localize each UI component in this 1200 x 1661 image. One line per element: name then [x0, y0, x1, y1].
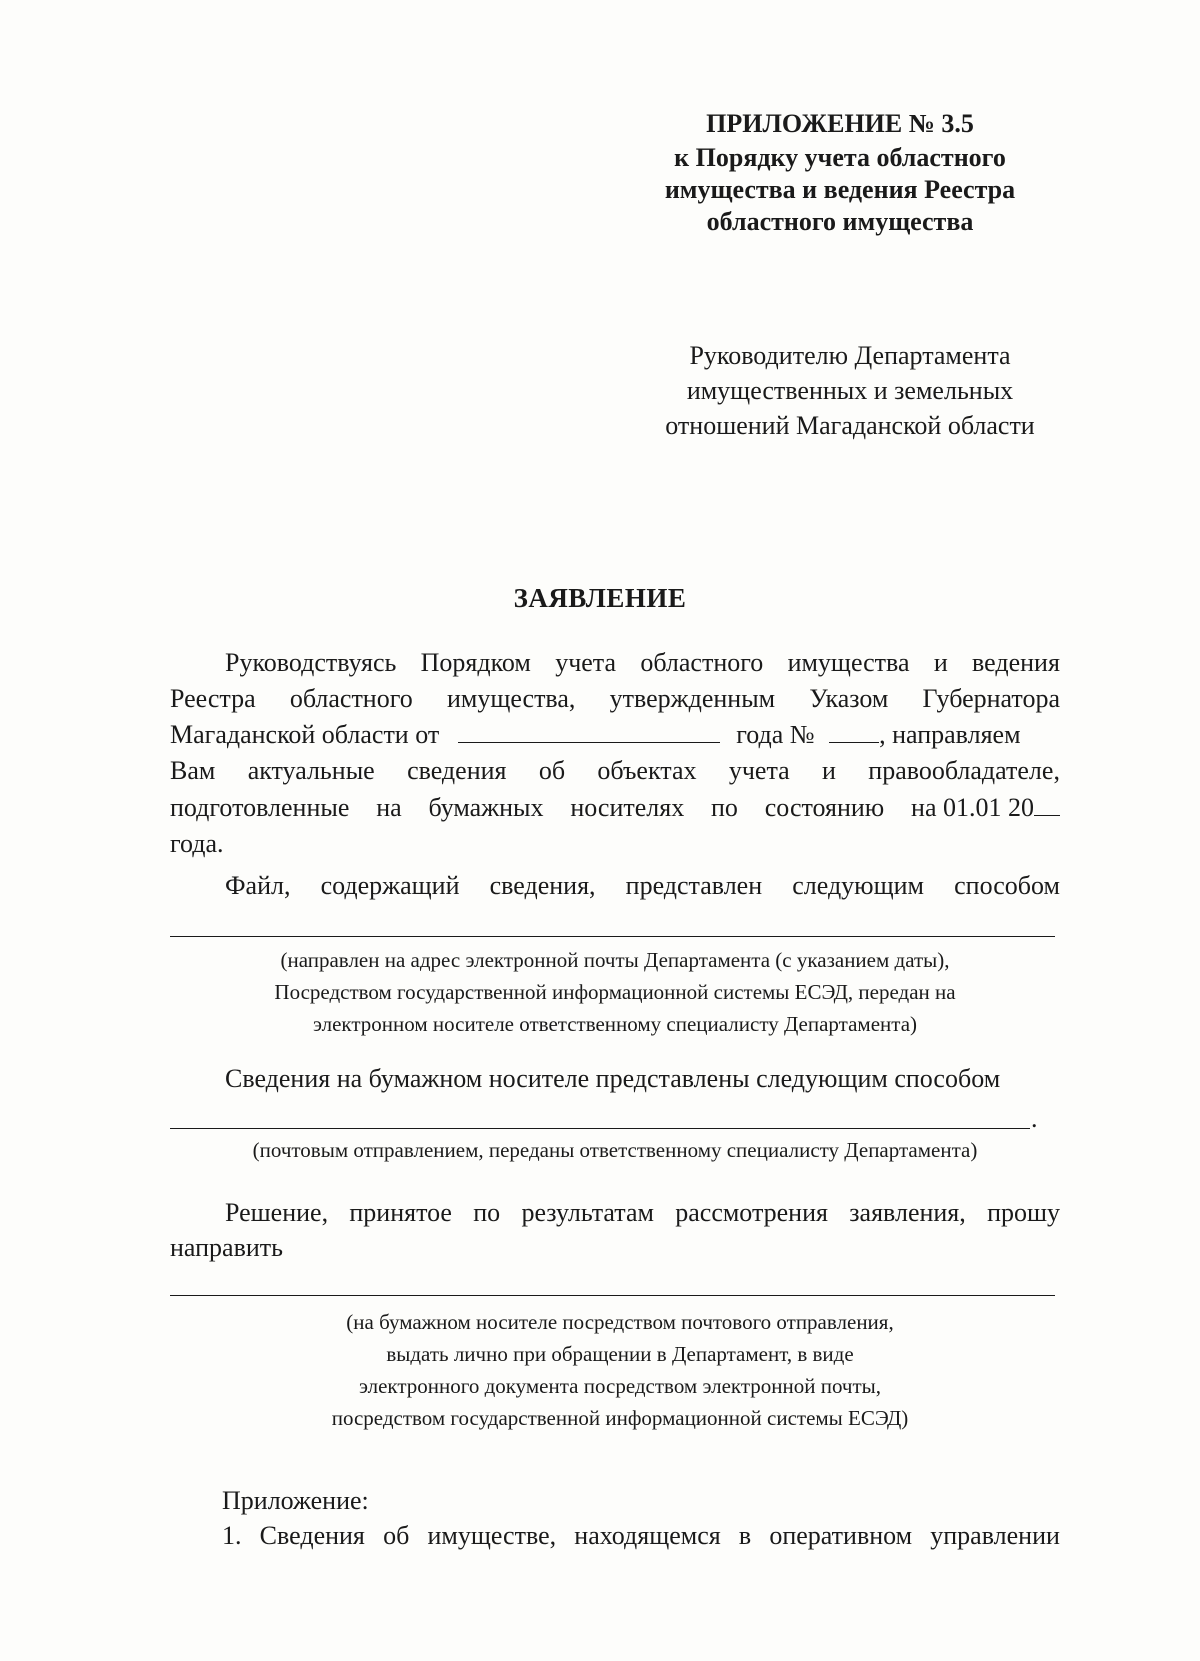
word: состоянию — [764, 793, 885, 822]
word: областного — [640, 648, 764, 677]
file-method-hint: (направлен на адрес электронной почты Департамента (с указанием даты), Посредством государственной информационной системы ЕСЭД, передан на электронном носителе ответственному специалисту Департамента) — [274, 948, 956, 1036]
paragraph-4-line-2: направить — [170, 1233, 283, 1262]
word: Указом — [809, 684, 889, 713]
word: сведения — [407, 756, 507, 785]
word: следующим — [792, 871, 924, 900]
word: имущества — [787, 648, 910, 677]
word: бумажных — [428, 793, 544, 822]
word: объектах — [597, 756, 697, 785]
appendix-reference: к Порядку учета областного имущества и ведения Реестра областного имущества — [664, 143, 1016, 236]
attachment-item-1 — [222, 1519, 1060, 1553]
word: утвержденным — [609, 684, 776, 713]
paragraph-1-line-1 — [225, 646, 1060, 680]
word: содержащий — [320, 871, 460, 900]
word: и — [822, 756, 836, 785]
decree-number-blank[interactable] — [829, 718, 879, 743]
word: заявления, — [849, 1198, 966, 1227]
word: в — [738, 1521, 752, 1550]
paragraph-1-line-6: года. — [170, 829, 224, 858]
word: актуальные — [247, 756, 375, 785]
document-title: ЗАЯВЛЕНИЕ — [513, 583, 687, 613]
addressee: Руководителю Департамента имущественных и земельных отношений Магаданской области — [665, 341, 1035, 440]
word: сведения, — [489, 871, 596, 900]
appendix-header — [630, 108, 1050, 238]
word: рассмотрения — [675, 1198, 828, 1227]
word: Руководствуясь — [225, 648, 397, 677]
word: подготовленные — [170, 793, 350, 822]
word: Губернатора — [922, 684, 1060, 713]
word: оперативном — [769, 1521, 913, 1550]
word: об — [538, 756, 566, 785]
word: об — [383, 1521, 410, 1550]
word: способом — [954, 871, 1060, 900]
word: ведения — [972, 648, 1060, 677]
decision-method-hint: (на бумажном носителе посредством почтового отправления, выдать лично при обращении в Департамент, в виде электронного документа посредством электронной почты, посредством государственной информационной системы ЕСЭД) — [331, 1310, 909, 1430]
word: представлен — [625, 871, 763, 900]
paragraph-3-line-1: Сведения на бумажном носителе представлены следующим способом — [225, 1064, 1001, 1093]
paragraph-4-line-1 — [225, 1196, 1060, 1230]
word: областного — [289, 684, 413, 713]
word: Реестра — [170, 684, 256, 713]
word: по — [711, 793, 738, 822]
attachments-label: Приложение: — [222, 1486, 369, 1515]
word: и — [933, 648, 948, 677]
paper-method-hint: (почтовым отправлением, переданы ответственному специалисту Департамента) — [252, 1138, 978, 1162]
report-date-prefix: на 01.01 20 — [911, 793, 1034, 822]
appendix-title: ПРИЛОЖЕНИЕ № 3.5 — [706, 109, 974, 138]
word: находящемся — [574, 1521, 721, 1550]
word: Вам — [170, 756, 216, 785]
year-blank[interactable] — [1034, 791, 1060, 816]
word: прошу — [987, 1198, 1060, 1227]
word: учета — [728, 756, 790, 785]
word: на — [376, 793, 402, 822]
word: Сведения — [259, 1521, 365, 1550]
paragraph-2-line-1 — [225, 869, 1060, 903]
paragraph-1-line-4 — [170, 754, 1060, 788]
paragraph-1-line-2 — [170, 682, 1060, 716]
word: носителях — [570, 793, 685, 822]
decree-number-label: года № — [736, 720, 815, 749]
attachment-number: 1. — [222, 1521, 242, 1550]
decree-date-blank[interactable] — [458, 718, 720, 743]
word: Порядком — [420, 648, 531, 677]
file-method-blank[interactable] — [170, 936, 1055, 937]
word: имущества, — [446, 684, 576, 713]
paragraph-1-line-3 — [170, 718, 1060, 752]
paragraph-1-line-5 — [170, 791, 1060, 825]
word: учета — [555, 648, 617, 677]
word: результатам — [521, 1198, 654, 1227]
decree-date-label: Магаданской области от — [170, 720, 440, 749]
paper-method-period: . — [1031, 1104, 1038, 1133]
word: правообладателе, — [868, 756, 1060, 785]
word: Решение, — [225, 1198, 329, 1227]
word: принятое — [349, 1198, 452, 1227]
word: по — [473, 1198, 501, 1227]
decision-method-blank[interactable] — [170, 1295, 1055, 1296]
paper-method-blank[interactable] — [170, 1128, 1030, 1129]
word: управлении — [930, 1521, 1060, 1550]
word: имуществе, — [427, 1521, 557, 1550]
sending-text: , направляем — [879, 720, 1021, 749]
year-field — [911, 791, 1060, 825]
word: Файл, — [225, 871, 291, 900]
